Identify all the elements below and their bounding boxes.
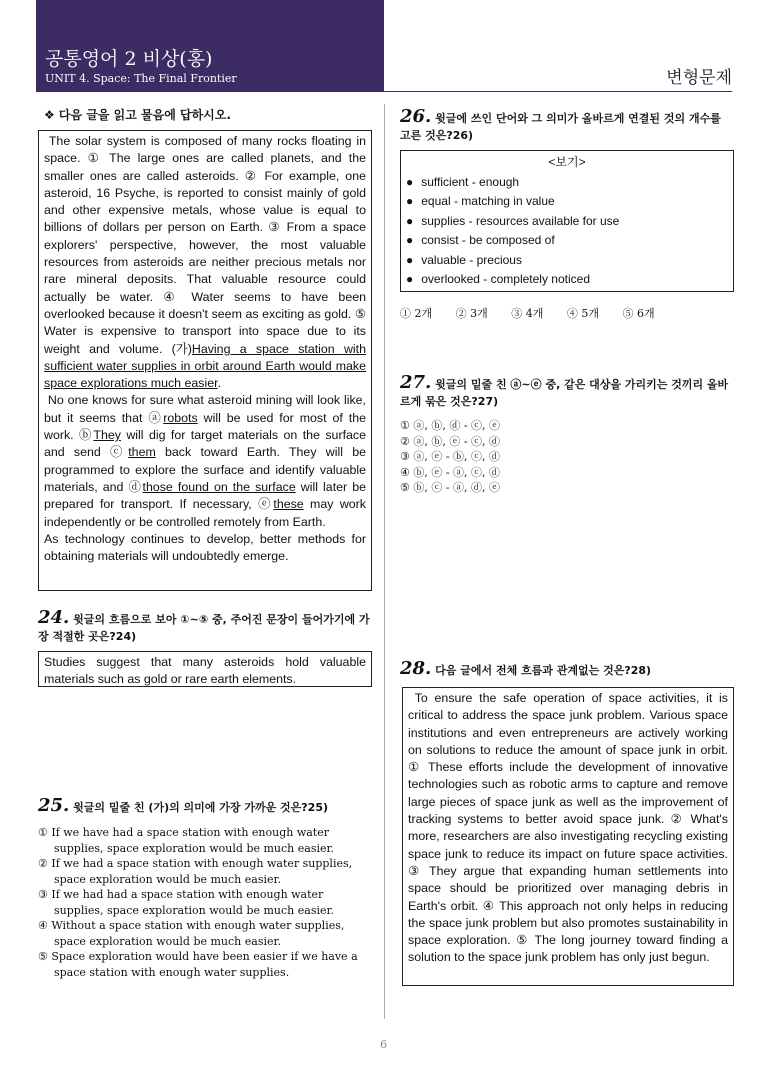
instruction: ❖ 다음 글을 읽고 물음에 답하시오. bbox=[44, 108, 231, 122]
bogi-item: ● overlooked - completely noticed bbox=[406, 270, 728, 290]
q25-option-5[interactable]: ⑤ Space exploration would have been easier if we have a space station with enough water supplies. bbox=[38, 950, 358, 979]
bogi-item: ● valuable - precious bbox=[406, 251, 728, 271]
q26-option-3[interactable]: ③ 4개 bbox=[511, 307, 544, 320]
q27-option-3[interactable]: ③ ⓐ, ⓔ - ⓑ, ⓒ, ⓓ bbox=[400, 450, 501, 463]
q25-option-3[interactable]: ③ If we had had a space station with enough water supplies, space exploration would be much easier. bbox=[38, 888, 335, 917]
header-right-label: 변형문제 bbox=[666, 68, 732, 88]
page-number: 6 bbox=[380, 1038, 387, 1051]
q25-option-1[interactable]: ① If we have had a space station with enough water supplies, space exploration would be much easier. bbox=[38, 826, 335, 855]
bogi-title: <보기> bbox=[548, 155, 586, 169]
question-25: 25. 윗글의 밑줄 친 (가)의 의미에 가장 가까운 것은?25) bbox=[38, 795, 329, 816]
header-title: 공통영어 2 비상(홍) bbox=[45, 48, 213, 70]
q27-option-5[interactable]: ⑤ ⓑ, ⓒ - ⓐ, ⓓ, ⓔ bbox=[400, 481, 501, 494]
bogi-item: ● consist - be composed of bbox=[406, 231, 728, 251]
q26-options bbox=[400, 306, 734, 322]
q28-passage: To ensure the safe operation of space activities, it is critical to address the space junk problem. Various space institutions and even entrepreneurs are actively working on solutions to reduce the amount of space junk in orbit. ① These efforts include the development of innovative technologies such as robotic arms to capture and remove large pieces of space junk as well as the improvement of tracking systems to better avoid space junk. ② What's more, researchers are also investigating recycling existing space junk to reduce its impact on future space activities. ③ They argue that expanding human settlements into space should be prioritized over managing debris in Earth's orbit. ④ This approach not only helps in reducing the space junk problem but also promotes sustainability in space exploration. ⑤ The long journey toward finding a solution to the space junk problem has only just begun. bbox=[402, 687, 734, 986]
q25-option-4[interactable]: ④ Without a space station with enough water supplies, space exploration would be much easier. bbox=[38, 919, 345, 948]
q25-options bbox=[38, 825, 372, 980]
passage-paragraph-1: The solar system is composed of many rocks floating in space. ① The large ones are called planets, and the smaller ones are called asteroids. ② For example, one asteroid, 16 Psyche, is reported to consist mainly of gold and other expensive metals, whose value is equal to billions of dollars per person on Earth. ③ From a space explorers' perspective, however, the most valuable resources from asteroids are neither precious metals nor rare mineral deposits. That valuable resource could actually be water. ④ Water seems to have been overlooked because it doesn't seem as exciting as gold. ⑤ Water is expensive to transport into space due to its weight and volume. (가)Having a space station with sufficient water supplies in orbit around Earth would make space explorations much easier. bbox=[44, 134, 366, 391]
q26-option-4[interactable]: ④ 5개 bbox=[566, 307, 599, 320]
q26-bogi-box bbox=[400, 150, 734, 292]
question-28: 28. 다음 글에서 전체 흐름과 관계없는 것은?28) bbox=[400, 658, 652, 679]
column-divider bbox=[384, 104, 385, 1019]
main-passage bbox=[38, 130, 372, 591]
q27-option-4[interactable]: ④ ⓑ, ⓔ - ⓐ, ⓒ, ⓓ bbox=[400, 465, 501, 479]
question-26: 26. 윗글에 쓰인 단어와 그 의미가 올바르게 연결된 것의 개수를 고른 것은?26) bbox=[400, 106, 721, 142]
q24-given-sentence: Studies suggest that many asteroids hold valuable materials such as gold or rare earth elements. bbox=[38, 651, 372, 687]
q27-option-1[interactable]: ① ⓐ, ⓑ, ⓓ - ⓒ, ⓔ bbox=[400, 419, 501, 432]
bogi-item: ● sufficient - enough bbox=[406, 173, 728, 193]
bogi-item: ● supplies - resources available for use bbox=[406, 212, 728, 232]
q27-option-2[interactable]: ② ⓐ, ⓑ, ⓔ - ⓒ, ⓓ bbox=[400, 434, 501, 448]
passage-paragraph-3: As technology continues to develop, better methods for obtaining materials will undoubtedly emerge. bbox=[44, 531, 366, 564]
bogi-item: ● equal - matching in value bbox=[406, 192, 728, 212]
header-rule bbox=[384, 91, 732, 92]
question-24: 24. 윗글의 흐름으로 보아 ①~⑤ 중, 주어진 문장이 들어가기에 가장 적절한 곳은?24) bbox=[38, 607, 370, 643]
q26-option-1[interactable]: ① 2개 bbox=[400, 307, 433, 320]
passage-paragraph-2: No one knows for sure what asteroid mining will look like, but it seems that ⓐrobots will be used for most of the work. ⓑThey will dig for target materials on the surface and send ⓒthem back toward Earth. They will be programmed to explore the surface and identify valuable materials, and ⓓthose found on the surface will later be prepared for transport. If necessary, ⓔthese may work independently or be controlled remotely from Earth. bbox=[44, 393, 367, 529]
q27-options bbox=[400, 418, 734, 496]
question-27: 27. 윗글의 밑줄 친 ⓐ~ⓔ 중, 같은 대상을 가리키는 것끼리 올바르게 묶은 것은?27) bbox=[400, 372, 729, 408]
q25-option-2[interactable]: ② If we had a space station with enough water supplies, space exploration would be much easier. bbox=[38, 857, 353, 886]
q26-option-5[interactable]: ⑤ 6개 bbox=[622, 307, 655, 320]
q26-option-2[interactable]: ② 3개 bbox=[455, 307, 488, 320]
header-unit: UNIT 4. Space: The Final Frontier bbox=[45, 72, 237, 85]
